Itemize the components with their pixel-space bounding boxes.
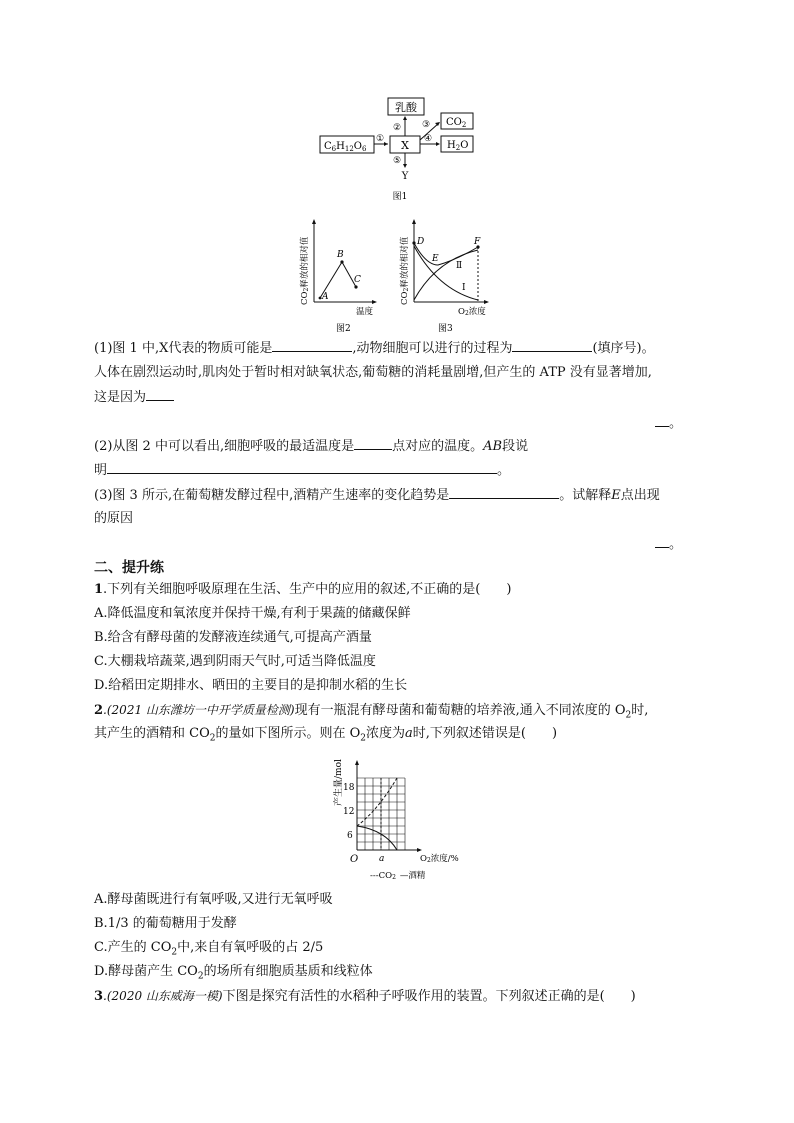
figure-2-ylabel: CO2释放的相对值 (300, 236, 310, 305)
glucose-formula: $C_6H_{12}O_6$ (324, 141, 367, 153)
q1-line-3: 这是因为 (94, 388, 174, 407)
curve-i (414, 246, 478, 300)
figure-1-diagram (310, 93, 490, 205)
mc2-option-c: C.产生的 $CO_2$中,来自有氧呼吸的占 2/5 (94, 940, 324, 958)
step-1-label: ① (376, 134, 385, 144)
point-c-label: C (354, 275, 361, 285)
q1-line-4: 。 (655, 414, 682, 433)
ytick-12: 12 (343, 807, 355, 817)
point-a-label: A (322, 292, 329, 302)
figure-3-xlabel: O2浓度 (458, 307, 486, 317)
mc2-stem-line-1: 2.(2021 山东潍坊一中开学质量检测)现有一瓶混有酵母菌和葡萄糖的培养液,通入不同浓度的 $O_2$时, (94, 703, 649, 721)
figure-4-xlabel: O2浓度/% (420, 854, 459, 864)
x-label: X (401, 139, 409, 152)
ytick-6: 6 (347, 831, 353, 841)
mc1-option-c: C.大棚栽培蔬菜,遇到阴雨天气时,可适当降低温度 (94, 654, 376, 669)
mc2-option-d: D.酵母菌产生 $CO_2$的场所有细胞质基质和线粒体 (94, 964, 373, 982)
q1-line-1: (1)图 1 中,X代表的物质可能是 ,动物细胞可以进行的过程为 (填序号)。 (94, 341, 655, 356)
mc3-stem: 3.(2020 山东威海一模)下图是探究有活性的水稻种子呼吸作用的装置。下列叙述正确的是( ) (94, 989, 636, 1004)
section-2-title: 二、提升练 (94, 560, 164, 576)
mc1-option-a: A.降低温度和氧浓度并保持干燥,有利于果蔬的储藏保鲜 (94, 606, 411, 621)
step-5-label: ⑤ (393, 156, 402, 166)
step-4-label: ④ (424, 134, 433, 144)
step-2-label: ② (393, 123, 402, 133)
xtick-a: a (379, 854, 385, 864)
mc2-stem-line-2: 其产生的酒精和 $CO_2$的量如下图所示。则在 $O_2$浓度为a时,下列叙述错误是( ) (94, 726, 558, 744)
figure-4-ylabel: 产生量/mol (334, 759, 344, 806)
figure-1-caption: 图1 (392, 192, 408, 202)
mc1-option-b: B.给含有酵母菌的发酵液连续通气,可提高产酒量 (94, 630, 372, 645)
figure-2-caption: 图2 (336, 324, 351, 334)
figure-3-chart (396, 210, 501, 335)
q1-line-2: 人体在剧烈运动时,肌肉处于暂时相对缺氧状态,葡萄糖的消耗量剧增,但产生的 ATP 没有显著增加, (94, 365, 652, 380)
figure-3-caption: 图3 (438, 324, 453, 334)
origin-label: O (350, 854, 359, 865)
mc2-option-b: B.1/3 的葡萄糖用于发酵 (94, 916, 237, 931)
figure-4-legend: ---CO2 —酒精 (370, 871, 426, 881)
step-3-label: ③ (422, 120, 431, 130)
curve-i-label: Ⅰ (462, 283, 466, 293)
mc1-stem: 1.下列有关细胞呼吸原理在生活、生产中的应用的叙述,不正确的是( ) (94, 582, 512, 597)
figure-2-chart (296, 210, 386, 335)
h2o-label: $H_2O$ (447, 140, 469, 152)
figure-4-alcohol-curve (357, 826, 397, 850)
mc2-option-a: A.酵母菌既进行有氧呼吸,又进行无氧呼吸 (94, 892, 333, 907)
co2-label: $CO_2$ (446, 117, 467, 129)
point-e-label: E (432, 254, 439, 264)
lactic-acid-label: 乳酸 (395, 101, 417, 114)
point-f-label: F (474, 237, 481, 247)
figure-4-chart (330, 748, 480, 884)
y-label: Y (401, 171, 409, 182)
q1-line-7: (3)图 3 所示,在葡萄糖发酵过程中,酒精产生速率的变化趋势是 。试解释E点出现 (94, 488, 660, 503)
figure-3-ylabel: CO2释放的相对值 (400, 236, 410, 305)
curve-ii-label: Ⅱ (456, 261, 463, 271)
point-d-label: D (417, 237, 425, 247)
mc1-option-d: D.给稻田定期排水、晒田的主要目的是抑制水稻的生长 (94, 678, 408, 693)
ytick-18: 18 (343, 783, 355, 793)
figure-2-xlabel: 温度 (356, 307, 374, 317)
q1-line-6: 明 。 (94, 463, 511, 478)
point-b-label: B (337, 250, 344, 260)
q1-line-9: 。 (655, 535, 682, 554)
q1-line-5: (2)从图 2 中可以看出,细胞呼吸的最适温度是 点对应的温度。AB段说 (94, 439, 529, 454)
q1-line-8: 的原因 (94, 511, 134, 526)
